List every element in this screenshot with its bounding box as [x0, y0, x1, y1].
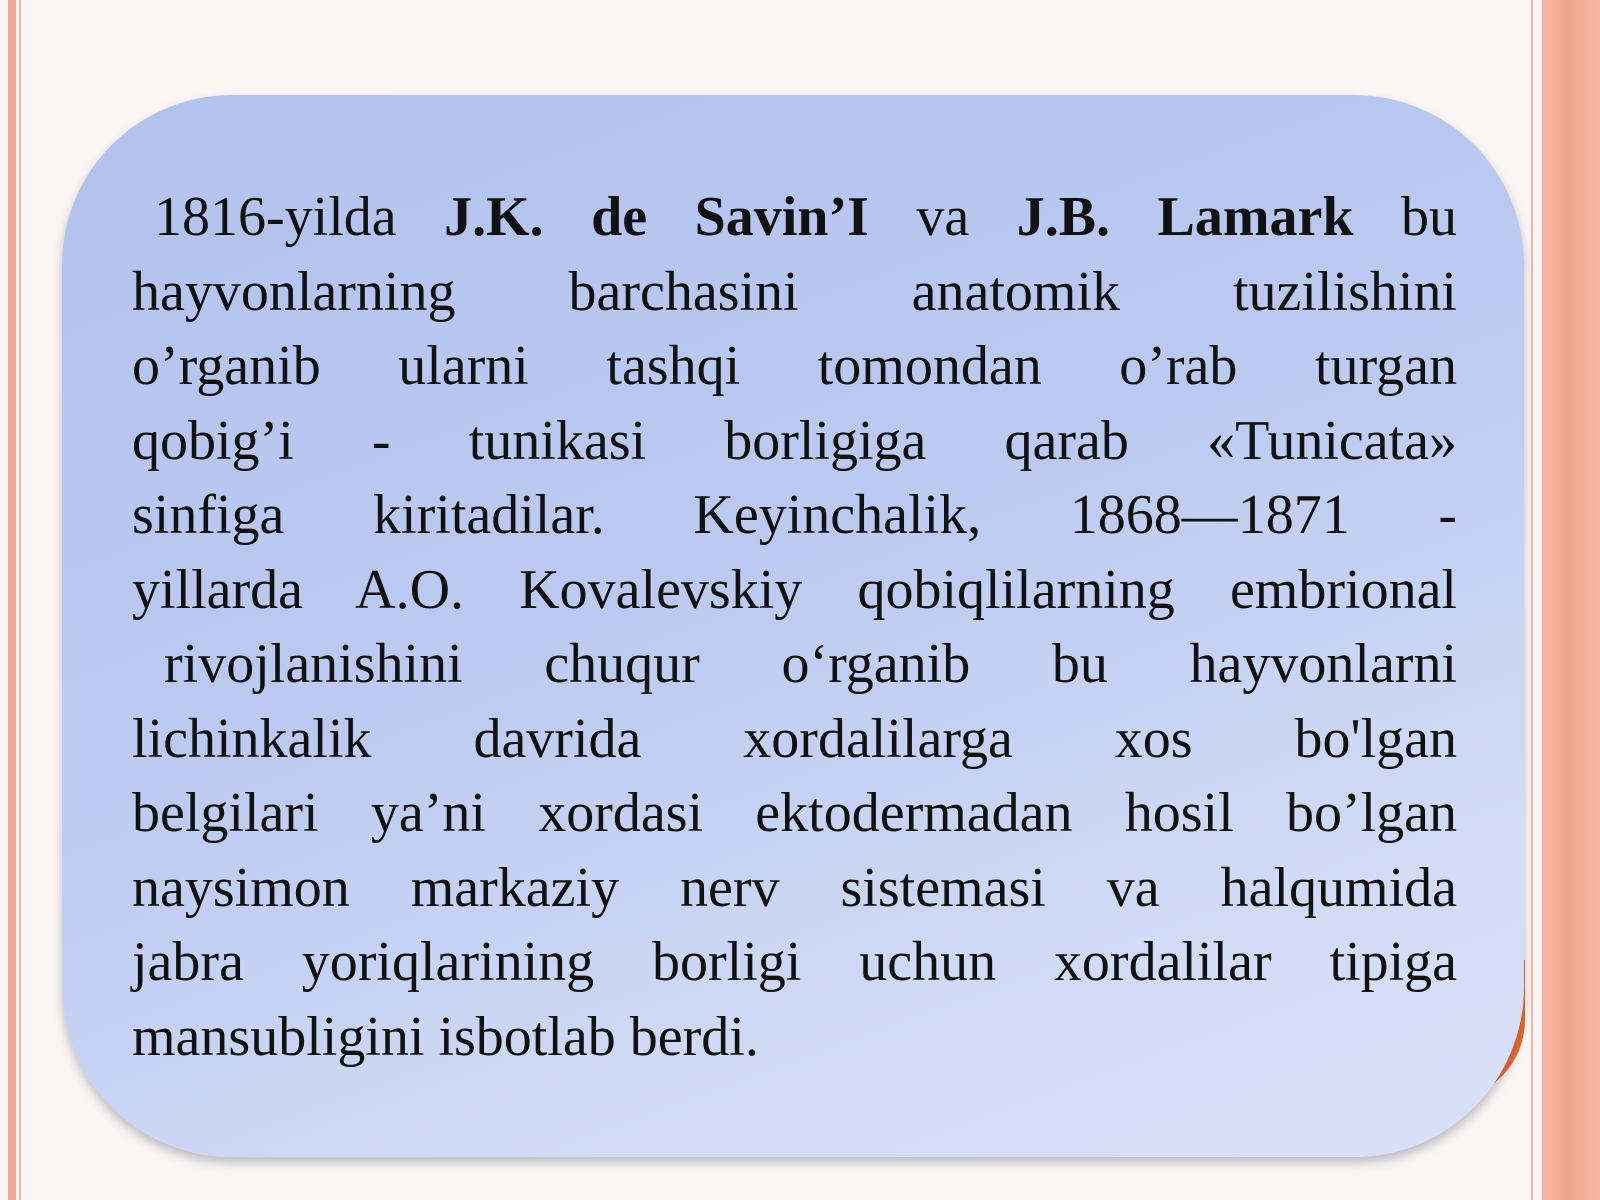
- slide-frame-right-line: [1531, 0, 1533, 1200]
- text-line-8: lichinkalik davrida xordalilarga xos bo'lgan: [132, 707, 1457, 770]
- text-line-4: qobig’i - tunikasi borligiga qarab «Tunicata»: [132, 409, 1457, 472]
- body-paragraph: [132, 180, 1457, 1074]
- text-line-5: sinfiga kiritadilar. Keyinchalik, 1868—1871 -: [132, 484, 1457, 546]
- text-line-9: belgilari ya’ni xordasi ektodermadan hosil bo’lgan: [132, 782, 1457, 844]
- text-line-11: jabra yoriqlarining borligi uchun xordalilar tipiga: [132, 931, 1457, 993]
- line1-text-b: va: [868, 186, 1017, 248]
- text-line-7: rivojlanishini chuqur o‘rganib bu hayvonlarni: [164, 633, 1457, 695]
- text-line-10: naysimon markaziy nerv sistemasi va halqumida: [132, 856, 1457, 919]
- author-savini: J.K. de Savin’I: [444, 186, 869, 248]
- text-line-1: [132, 180, 1457, 255]
- slide-frame-left-stripe: [8, 0, 16, 1200]
- text-line-2: hayvonlarning barchasini anatomik tuzilishini: [132, 260, 1457, 323]
- line1-text-a: 1816-yilda: [154, 186, 445, 248]
- slide-frame-left-line: [19, 0, 21, 1200]
- text-line-3: o’rganib ularni tashqi tomondan o’rab turgan: [132, 335, 1457, 397]
- author-lamark: J.B. Lamark: [1016, 186, 1354, 248]
- text-line-12: mansubligini isbotlab berdi.: [132, 1005, 759, 1068]
- line1-text-c: bu: [1353, 186, 1458, 248]
- text-line-6: yillarda A.O. Kovalevskiy qobiqlilarning embrional: [132, 558, 1457, 621]
- slide-frame-right-stripe: [1542, 0, 1600, 1200]
